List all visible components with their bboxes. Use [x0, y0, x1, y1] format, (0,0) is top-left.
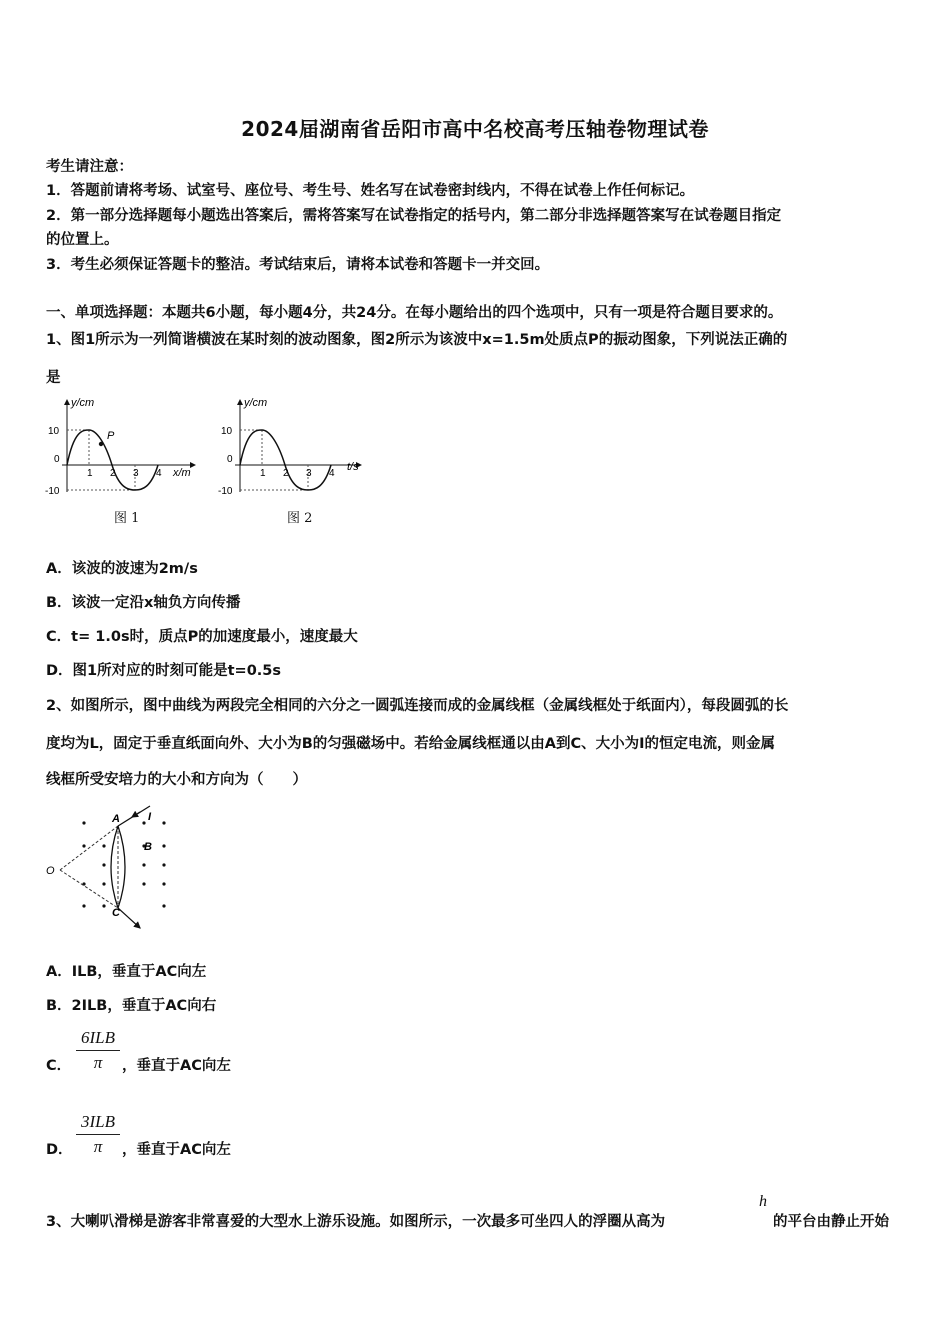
notice-item-3: 3．考生必须保证答题卡的整洁。考试结束后，请将本试卷和答题卡一并交回。 [46, 257, 550, 273]
point-p-label: P [107, 430, 115, 442]
q2-figure [40, 800, 180, 930]
q1-figure-2 [213, 392, 383, 502]
fraction-numerator: 6ILB [81, 1028, 115, 1047]
q2-option-c-fraction [76, 1028, 120, 1073]
fig2-xtick: 4 [329, 468, 335, 479]
label-o: O [46, 865, 55, 877]
fig2-ytick: -10 [218, 486, 233, 497]
q1-stem-line2: 是 [46, 370, 61, 386]
current-out-wire [118, 908, 140, 928]
label-a: A [112, 813, 120, 825]
fig2-caption: 图 2 [287, 511, 313, 526]
q2-stem-line1: 2、如图所示，图中曲线为两段完全相同的六分之一圆弧连接而成的金属线框（金属线框处于纸面内），每段圆弧的长 [46, 698, 789, 714]
q3-stem-part1: 3、大喇叭滑梯是游客非常喜爱的大型水上游乐设施。如图所示，一次最多可坐四人的浮圈从高为 [46, 1214, 666, 1230]
q2-stem-line3: 线框所受安培力的大小和方向为（ ） [46, 772, 307, 788]
fraction-denominator: π [93, 1053, 103, 1072]
q2-option-a: A．ILB，垂直于AC向左 [46, 964, 207, 980]
fraction-denominator: π [93, 1137, 103, 1156]
fig1-xlabel: x/m [173, 467, 191, 479]
q2-option-d-text: ，垂直于AC向左 [122, 1142, 231, 1158]
fig1-ylabel: y/cm [71, 397, 95, 409]
notice-item-1: 1．答题前请将考场、试室号、座位号、考生号、姓名写在试卷密封线内，不得在试卷上作任何标记。 [46, 183, 695, 199]
fig2-xtick: 2 [283, 468, 289, 479]
q2-option-d-fraction [76, 1112, 120, 1157]
point-p [99, 442, 103, 446]
q2-option-d-prefix: D． [46, 1142, 73, 1158]
fig1-xtick: 2 [110, 468, 116, 479]
vibration-curve [240, 430, 331, 490]
fig1-xtick: 4 [156, 468, 162, 479]
page-title: 2024届湖南省岳阳市高中名校高考压轴卷物理试卷 [241, 117, 709, 141]
notice-item-2: 2．第一部分选择题每小题选出答案后，需将答案写在试卷指定的括号内，第二部分非选择题答案写在试卷题目指定 [46, 208, 782, 224]
fig2-xtick: 3 [306, 468, 312, 479]
fraction-numerator: 3ILB [81, 1112, 115, 1131]
q2-option-b: B．2ILB，垂直于AC向右 [46, 998, 217, 1014]
section-heading: 一、单项选择题：本题共6小题，每小题4分，共24分。在每小题给出的四个选项中，只有一项是符合题目要求的。 [46, 305, 783, 321]
field-dots [82, 821, 165, 907]
label-b: B [144, 841, 152, 853]
q1-option-a: A．该波的波速为2m/s [46, 561, 198, 577]
q2-stem-line2: 度均为L，固定于垂直纸面向外、大小为B的匀强磁场中。若给金属线框通以由A到C、大小为I的恒定电流，则金属 [46, 736, 776, 752]
q1-option-d: D．图1所对应的时刻可能是t=0.5s [46, 663, 282, 679]
fig1-xtick: 3 [133, 468, 139, 479]
notice-item-2-cont: 的位置上。 [46, 232, 119, 248]
fig2-xtick: 1 [260, 468, 266, 479]
q3-stem-part2: 的平台由静止开始 [773, 1214, 889, 1230]
q2-option-c-text: ，垂直于AC向左 [122, 1058, 231, 1074]
q1-stem-line1: 1、图1所示为一列简谐横波在某时刻的波动图象，图2所示为该波中x=1.5m处质点P的振动图象，下列说法正确的 [46, 332, 788, 348]
label-c: C [112, 907, 120, 919]
fig1-ytick: 10 [48, 426, 60, 437]
q1-option-c: C．t= 1.0s时，质点P的加速度最小，速度最大 [46, 629, 358, 645]
label-i: I [148, 811, 152, 823]
fig1-caption: 图 1 [114, 511, 140, 526]
q3-h-symbol: h [759, 1193, 767, 1210]
fig2-xlabel: t/s [347, 461, 359, 473]
q1-figure-1 [40, 392, 210, 502]
q2-option-c-prefix: C． [46, 1058, 72, 1074]
fig1-xtick: 1 [87, 468, 93, 479]
q1-option-b: B．该波一定沿x轴负方向传播 [46, 595, 241, 611]
fig1-ytick: -10 [45, 486, 60, 497]
fig2-ytick: 10 [221, 426, 233, 437]
fig1-ytick: 0 [54, 454, 60, 465]
notice-heading: 考生请注意： [46, 159, 133, 175]
fig2-ylabel: y/cm [244, 397, 268, 409]
fig2-ytick: 0 [227, 454, 233, 465]
